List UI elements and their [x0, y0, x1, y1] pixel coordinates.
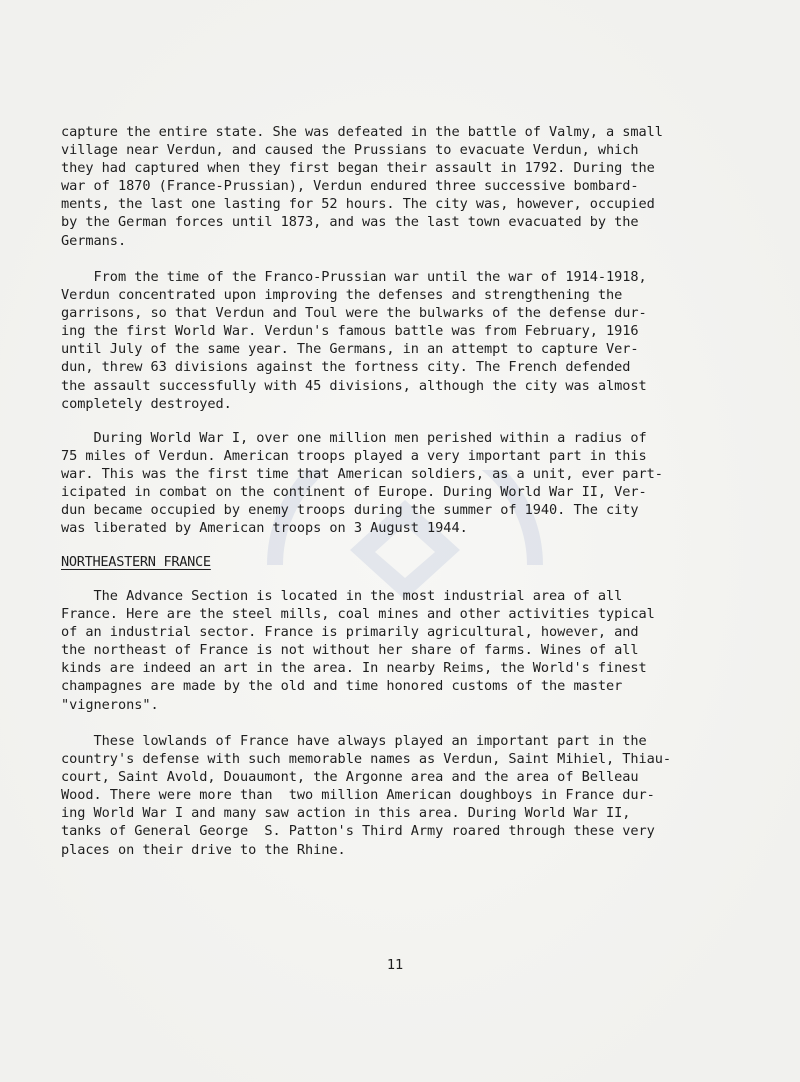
text-line: war. This was the first time that American soldiers, as a unit, ever part- [61, 466, 663, 483]
text-line: court, Saint Avold, Douaumont, the Argonne area and the area of Belleau [61, 769, 639, 786]
text-line: garrisons, so that Verdun and Toul were the bulwarks of the defense dur- [61, 305, 647, 322]
text-line: dun, threw 63 divisions against the fortness city. The French defended [61, 359, 631, 376]
text-line: tanks of General George S. Patton's Third Army roared through these very [61, 823, 655, 840]
text-line: Germans. [61, 232, 127, 249]
text-line: kinds are indeed an art in the area. In nearby Reims, the World's finest [61, 660, 647, 677]
text-line: During World War I, over one million men perished within a radius of [61, 430, 647, 446]
text-line: France. Here are the steel mills, coal mines and other activities typical [61, 606, 655, 623]
page-number [0, 956, 800, 974]
text-line: 75 miles of Verdun. American troops played a very important part in this [61, 448, 647, 465]
text-line: country's defense with such memorable names as Verdun, Saint Mihiel, Thiau- [61, 751, 672, 768]
paragraph-franco-prussian [61, 268, 731, 413]
paragraph-valmy [61, 123, 731, 250]
text-line: Verdun concentrated upon improving the defenses and strengthening the [61, 287, 623, 304]
text-line: they had captured when they first began their assault in 1792. During the [61, 160, 655, 177]
text-line: These lowlands of France have always played an important part in the [61, 733, 647, 749]
text-line: The Advance Section is located in the most industrial area of all [61, 588, 623, 604]
text-line: "vignerons". [61, 696, 159, 713]
text-line: until July of the same year. The Germans, in an attempt to capture Ver- [61, 341, 639, 358]
page-number-text: 11 [386, 957, 404, 973]
text-line: ing the first World War. Verdun's famous battle was from February, 1916 [61, 323, 639, 340]
paragraph-lowlands [61, 732, 731, 859]
text-line: capture the entire state. She was defeated in the battle of Valmy, a small [61, 124, 663, 140]
text-line: the northeast of France is not without her share of farms. Wines of all [61, 642, 639, 659]
text-line: ing World War I and many saw action in this area. During World War II, [61, 805, 631, 822]
text-line: of an industrial sector. France is primarily agricultural, however, and [61, 624, 639, 641]
text-line: places on their drive to the Rhine. [61, 841, 346, 858]
section-heading: NORTHEASTERN FRANCE [61, 554, 211, 570]
text-line: champagnes are made by the old and time honored customs of the master [61, 678, 623, 695]
paragraph-advance-section [61, 587, 731, 714]
paragraph-world-war-i [61, 429, 731, 538]
text-line: ments, the last one lasting for 52 hours. The city was, however, occupied [61, 196, 655, 213]
text-line: village near Verdun, and caused the Prussians to evacuate Verdun, which [61, 142, 639, 159]
text-line: Wood. There were more than two million American doughboys in France dur- [61, 787, 655, 804]
text-line: dun became occupied by enemy troops during the summer of 1940. The city [61, 502, 639, 519]
text-line: icipated in combat on the continent of Europe. During World War II, Ver- [61, 484, 647, 501]
text-line: by the German forces until 1873, and was the last town evacuated by the [61, 214, 639, 231]
text-line: From the time of the Franco-Prussian war until the war of 1914-1918, [61, 269, 647, 285]
text-line: the assault successfully with 45 divisions, although the city was almost [61, 377, 647, 394]
text-line: completely destroyed. [61, 395, 232, 412]
text-line: was liberated by American troops on 3 August 1944. [61, 520, 468, 537]
text-line: war of 1870 (France-Prussian), Verdun endured three successive bombard- [61, 178, 639, 195]
